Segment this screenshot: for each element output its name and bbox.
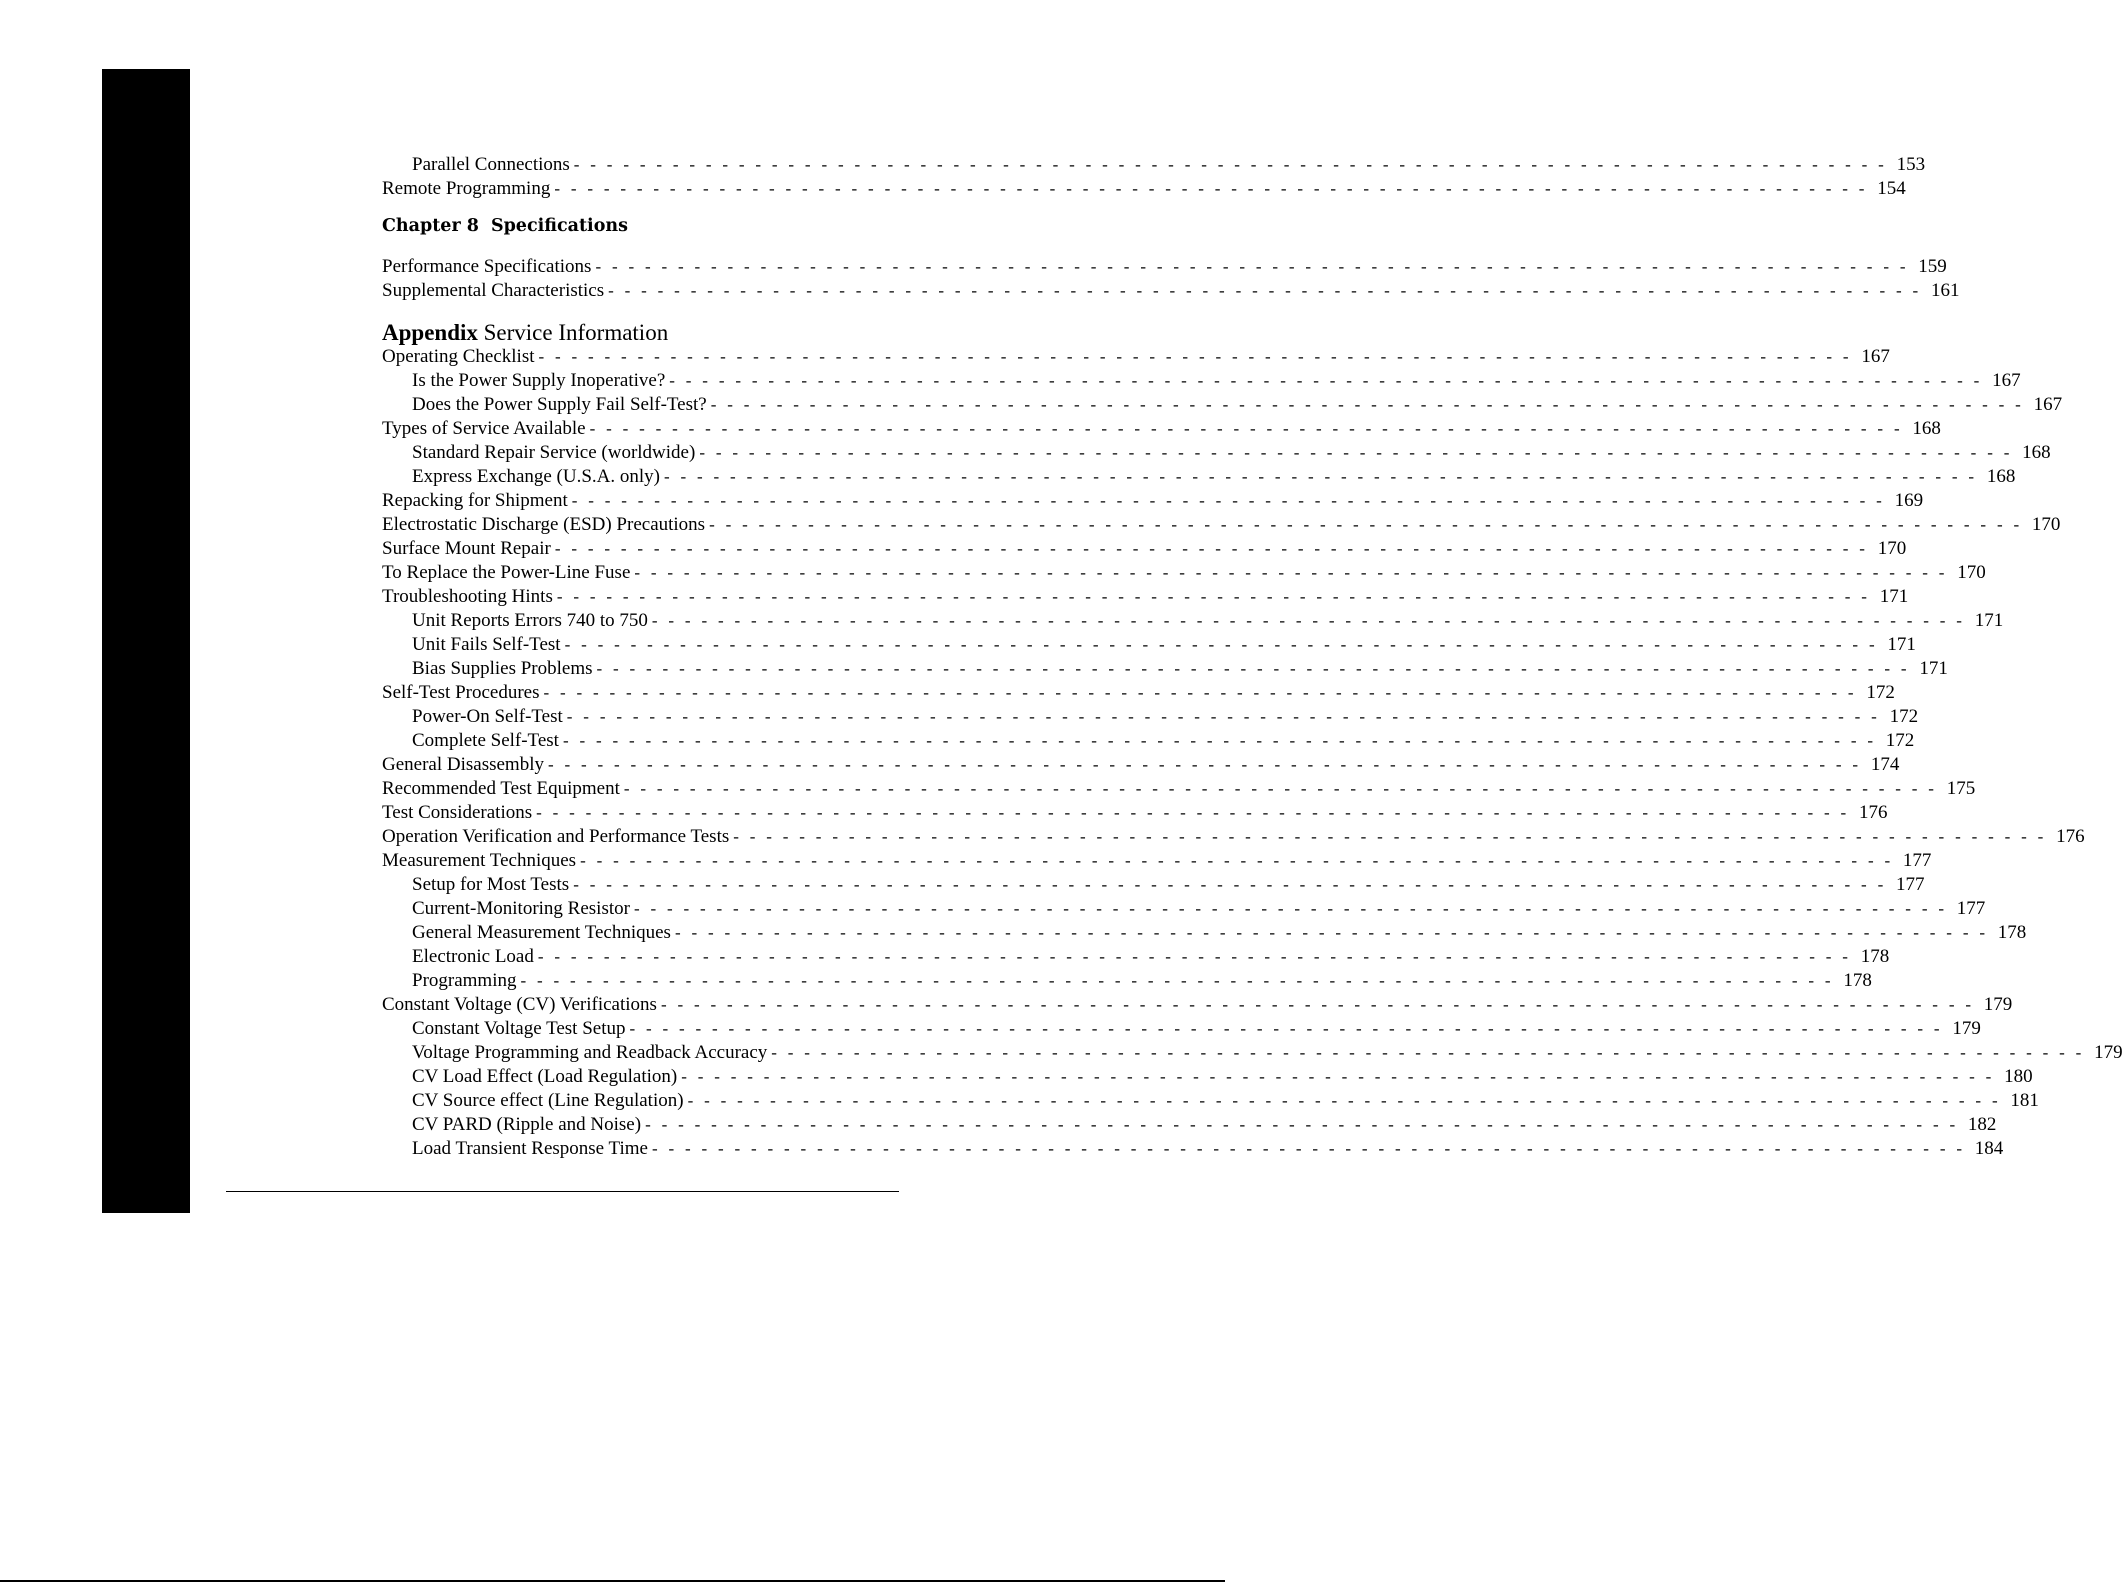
toc-entry-title: Voltage Programming and Readback Accuracy [412, 1042, 768, 1063]
toc-page-number: 154 [1877, 178, 1906, 199]
toc-page-number: 168 [1986, 466, 2016, 487]
dot-leader: - - - - - - - - - - - - - - - - - - - - - - - - - - - - - - - - - - - - - - - - - - - - - - - - - - - - - - - - - - - - - - - - - - - - - - - - - - - - - - - - [537, 947, 1852, 966]
toc-entry-title: CV Load Effect (Load Regulation) [412, 1066, 678, 1087]
toc-entry-title: Does the Power Supply Fail Self-Test? [412, 394, 707, 415]
toc-entry-title: Operating Checklist [382, 346, 535, 367]
toc-entry[interactable] [382, 1065, 2033, 1089]
toc-entry[interactable] [382, 561, 1986, 585]
dot-leader: - - - - - - - - - - - - - - - - - - - - - - - - - - - - - - - - - - - - - - - - - - - - - - - - - - - - - - - - - - - - - - - - - - - - - - - - - - - - - - - - [547, 755, 1862, 774]
toc-entry[interactable] [382, 945, 1890, 969]
toc-entry-title: Power-On Self-Test [412, 706, 563, 727]
dot-leader: - - - - - - - - - - - - - - - - - - - - - - - - - - - - - - - - - - - - - - - - - - - - - - - - - - - - - - - - - - - - - - - - - - - - - - - - - - - - - - - - [562, 731, 1877, 750]
dot-leader: - - - - - - - - - - - - - - - - - - - - - - - - - - - - - - - - - - - - - - - - - - - - - - - - - - - - - - - - - - - - - - - - - - - - - - - - - - - - - - - - [536, 803, 1850, 822]
toc-page-number: 171 [1879, 586, 1909, 607]
toc-entry[interactable] [382, 633, 1916, 657]
dot-leader: - - - - - - - - - - - - - - - - - - - - - - - - - - - - - - - - - - - - - - - - - - - - - - - - - - - - - - - - - - - - - - - - - - - - - - - - - - - - - - - - [573, 155, 1888, 174]
dot-leader: - - - - - - - - - - - - - - - - - - - - - - - - - - - - - - - - - - - - - - - - - - - - - - - - - - - - - - - - - - - - - - - - - - - - - - - - - - - - - - - - [733, 827, 2047, 846]
toc-page-number: 167 [1861, 346, 1890, 367]
dot-leader: - - - - - - - - - - - - - - - - - - - - - - - - - - - - - - - - - - - - - - - - - - - - - - - - - - - - - - - - - - - - - - - - - - - - - - - - - - - - - - - - [710, 395, 2025, 414]
dot-leader: - - - - - - - - - - - - - - - - - - - - - - - - - - - - - - - - - - - - - - - - - - - - - - - - - - - - - - - - - - - - - - - - - - - - - - - - - - - - - - - - [580, 851, 1894, 870]
dot-leader: - - - - - - - - - - - - - - - - - - - - - - - - - - - - - - - - - - - - - - - - - - - - - - - - - - - - - - - - - - - - - - - - - - - - - - - - - - - - - - - - [771, 1043, 2085, 1062]
toc-entry[interactable] [382, 153, 1926, 177]
toc-page-number: 175 [1946, 778, 1976, 799]
toc-page-number: 172 [1889, 706, 1919, 727]
toc-list-chapter-8 [382, 255, 1960, 303]
toc-entry[interactable] [382, 1089, 2039, 1113]
dot-leader: - - - - - - - - - - - - - - - - - - - - - - - - - - - - - - - - - - - - - - - - - - - - - - - - - - - - - - - - - - - - - - - - - - - - - - - - - - - - - - - - [573, 875, 1887, 894]
footer-rule [226, 1191, 899, 1192]
toc-entry-title: Electrostatic Discharge (ESD) Precautions [382, 514, 706, 535]
toc-entry-title: Operation Verification and Performance Tests [382, 826, 730, 847]
toc-page-number: 153 [1896, 154, 1926, 175]
toc-page-number: 168 [1912, 418, 1941, 439]
dot-leader: - - - - - - - - - - - - - - - - - - - - - - - - - - - - - - - - - - - - - - - - - - - - - - - - - - - - - - - - - - - - - - - - - - - - - - - - - - - - - - - - [554, 179, 1868, 198]
toc-entry-title: General Disassembly [382, 754, 544, 775]
toc-entry[interactable] [382, 897, 1986, 921]
toc-page-number: 159 [1918, 256, 1947, 277]
toc-page-number: 179 [1983, 994, 2013, 1015]
toc-entry[interactable] [382, 969, 1872, 993]
toc-entry[interactable] [382, 441, 2051, 465]
toc-entry[interactable] [382, 1017, 1981, 1041]
toc-entry-title: Bias Supplies Problems [412, 658, 593, 679]
toc-page-number: 167 [2033, 394, 2063, 415]
toc-page-number: 170 [1957, 562, 1986, 583]
dot-leader: - - - - - - - - - - - - - - - - - - - - - - - - - - - - - - - - - - - - - - - - - - - - - - - - - - - - - - - - - - - - - - - - - - - - - - - - - - - - - - - - [681, 1067, 1995, 1086]
dot-leader: - - - - - - - - - - - - - - - - - - - - - - - - - - - - - - - - - - - - - - - - - - - - - - - - - - - - - - - - - - - - - - - - - - - - - - - - - - - - - - - - [674, 923, 1989, 942]
toc-entry-title: Complete Self-Test [412, 730, 559, 751]
chapter-label: Chapter 8 [382, 216, 479, 236]
toc-entry[interactable] [382, 825, 2085, 849]
toc-entry-title: Self-Test Procedures [382, 682, 540, 703]
toc-entry[interactable] [382, 609, 2004, 633]
toc-entry[interactable] [382, 417, 1941, 441]
toc-entry[interactable] [382, 369, 2021, 393]
toc-entry[interactable] [382, 465, 2016, 489]
toc-entry[interactable] [382, 255, 1947, 279]
toc-page-number: 184 [1974, 1138, 2004, 1159]
toc-page-number: 177 [1896, 874, 1925, 895]
toc-entry-title: Programming [412, 970, 517, 991]
toc-entry-title: Supplemental Characteristics [382, 280, 605, 301]
toc-entry-title: Standard Repair Service (worldwide) [412, 442, 696, 463]
dot-leader: - - - - - - - - - - - - - - - - - - - - - - - - - - - - - - - - - - - - - - - - - - - - - - - - - - - - - - - - - - - - - - - - - - - - - - - - - - - - - - - - [645, 1115, 1959, 1134]
toc-entry-title: Current-Monitoring Resistor [412, 898, 630, 919]
toc-entry[interactable] [382, 849, 1932, 873]
toc-entry-title: Types of Service Available [382, 418, 586, 439]
dot-leader: - - - - - - - - - - - - - - - - - - - - - - - - - - - - - - - - - - - - - - - - - - - - - - - - - - - - - - - - - - - - - - - - - - - - - - - - - - - - - - - - [709, 515, 2023, 534]
toc-page-number: 171 [1887, 634, 1916, 655]
black-side-tab [102, 69, 190, 1213]
toc-page-number: 168 [2022, 442, 2051, 463]
toc-entry[interactable] [382, 777, 1976, 801]
toc-entry[interactable] [382, 1041, 2123, 1065]
toc-page-number: 176 [1858, 802, 1888, 823]
toc-list-continued [382, 153, 1926, 201]
toc-entry[interactable] [382, 393, 2063, 417]
toc-page-number: 170 [2031, 514, 2061, 535]
toc-entry[interactable] [382, 513, 2061, 537]
toc-page-number: 178 [1997, 922, 2027, 943]
toc-page-number: 178 [1860, 946, 1890, 967]
toc-entry[interactable] [382, 729, 1915, 753]
toc-entry-title: Surface Mount Repair [382, 538, 551, 559]
toc-entry-title: Is the Power Supply Inoperative? [412, 370, 666, 391]
toc-page-number: 167 [1992, 370, 2021, 391]
toc-entry-title: CV PARD (Ripple and Noise) [412, 1114, 642, 1135]
toc-entry-title: Remote Programming [382, 178, 551, 199]
dot-leader: - - - - - - - - - - - - - - - - - - - - - - - - - - - - - - - - - - - - - - - - - - - - - - - - - - - - - - - - - - - - - - - - - - - - - - - - - - - - - - - - [556, 587, 1871, 606]
toc-page-number: 181 [2010, 1090, 2039, 1111]
dot-leader: - - - - - - - - - - - - - - - - - - - - - - - - - - - - - - - - - - - - - - - - - - - - - - - - - - - - - - - - - - - - - - - - - - - - - - - - - - - - - - - - [571, 491, 1886, 510]
toc-entry-title: Constant Voltage Test Setup [412, 1018, 626, 1039]
appendix-heading[interactable] [382, 318, 668, 348]
toc-entry-title: Load Transient Response Time [412, 1138, 648, 1159]
dot-leader: - - - - - - - - - - - - - - - - - - - - - - - - - - - - - - - - - - - - - - - - - - - - - - - - - - - - - - - - - - - - - - - - - - - - - - - - - - - - - - - - [664, 467, 1978, 486]
toc-page-number: 174 [1870, 754, 1900, 775]
toc-entry-title: Unit Reports Errors 740 to 750 [412, 610, 648, 631]
chapter-title: Specifications [490, 216, 628, 236]
appendix-title: Service Information [483, 320, 669, 345]
toc-page-number: 172 [1885, 730, 1915, 751]
toc-entry-title: To Replace the Power-Line Fuse [382, 562, 631, 583]
toc-page-number: 169 [1894, 490, 1924, 511]
dot-leader: - - - - - - - - - - - - - - - - - - - - - - - - - - - - - - - - - - - - - - - - - - - - - - - - - - - - - - - - - - - - - - - - - - - - - - - - - - - - - - - - [596, 659, 1910, 678]
toc-entry-title: General Measurement Techniques [412, 922, 671, 943]
toc-entry[interactable] [382, 873, 1925, 897]
toc-entry-title: Measurement Techniques [382, 850, 577, 871]
toc-entry-title: Electronic Load [412, 946, 534, 967]
toc-page-number: 180 [2004, 1066, 2033, 1087]
dot-leader: - - - - - - - - - - - - - - - - - - - - - - - - - - - - - - - - - - - - - - - - - - - - - - - - - - - - - - - - - - - - - - - - - - - - - - - - - - - - - - - - [589, 419, 1903, 438]
toc-entry[interactable] [382, 1137, 2004, 1161]
toc-page-number: 179 [2094, 1042, 2123, 1063]
toc-entry-title: Performance Specifications [382, 256, 592, 277]
toc-entry-title: Parallel Connections [412, 154, 570, 175]
dot-leader: - - - - - - - - - - - - - - - - - - - - - - - - - - - - - - - - - - - - - - - - - - - - - - - - - - - - - - - - - - - - - - - - - - - - - - - - - - - - - - - - [651, 611, 1966, 630]
dot-leader: - - - - - - - - - - - - - - - - - - - - - - - - - - - - - - - - - - - - - - - - - - - - - - - - - - - - - - - - - - - - - - - - - - - - - - - - - - - - - - - - [651, 1139, 1966, 1158]
toc-page-number: 170 [1877, 538, 1907, 559]
dot-leader: - - - - - - - - - - - - - - - - - - - - - - - - - - - - - - - - - - - - - - - - - - - - - - - - - - - - - - - - - - - - - - - - - - - - - - - - - - - - - - - - [699, 443, 2013, 462]
toc-entry-title: Recommended Test Equipment [382, 778, 620, 799]
dot-leader: - - - - - - - - - - - - - - - - - - - - - - - - - - - - - - - - - - - - - - - - - - - - - - - - - - - - - - - - - - - - - - - - - - - - - - - - - - - - - - - - [633, 899, 1948, 918]
toc-page-number: 178 [1843, 970, 1872, 991]
dot-leader: - - - - - - - - - - - - - - - - - - - - - - - - - - - - - - - - - - - - - - - - - - - - - - - - - - - - - - - - - - - - - - - - - - - - - - - - - - - - - - - - [629, 1019, 1943, 1038]
toc-entry[interactable] [382, 279, 1960, 303]
toc-page-number: 161 [1930, 280, 1960, 301]
toc-entry[interactable] [382, 657, 1948, 681]
dot-leader: - - - - - - - - - - - - - - - - - - - - - - - - - - - - - - - - - - - - - - - - - - - - - - - - - - - - - - - - - - - - - - - - - - - - - - - - - - - - - - - - [669, 371, 1983, 390]
toc-entry[interactable] [382, 177, 1906, 201]
toc-entry-title: CV Source effect (Line Regulation) [412, 1090, 684, 1111]
dot-leader: - - - - - - - - - - - - - - - - - - - - - - - - - - - - - - - - - - - - - - - - - - - - - - - - - - - - - - - - - - - - - - - - - - - - - - - - - - - - - - - - [660, 995, 1975, 1014]
toc-page-number: 177 [1956, 898, 1986, 919]
chapter-heading[interactable] [382, 215, 628, 237]
toc-entry[interactable] [382, 489, 1924, 513]
dot-leader: - - - - - - - - - - - - - - - - - - - - - - - - - - - - - - - - - - - - - - - - - - - - - - - - - - - - - - - - - - - - - - - - - - - - - - - - - - - - - - - - [608, 281, 1922, 300]
toc-entry[interactable] [382, 681, 1895, 705]
toc-page-number: 171 [1919, 658, 1948, 679]
toc-page-number: 182 [1967, 1114, 1997, 1135]
toc-entry-title: Unit Fails Self-Test [412, 634, 561, 655]
toc-page-number: 171 [1974, 610, 2004, 631]
dot-leader: - - - - - - - - - - - - - - - - - - - - - - - - - - - - - - - - - - - - - - - - - - - - - - - - - - - - - - - - - - - - - - - - - - - - - - - - - - - - - - - - [566, 707, 1881, 726]
toc-page-number: 177 [1902, 850, 1932, 871]
dot-leader: - - - - - - - - - - - - - - - - - - - - - - - - - - - - - - - - - - - - - - - - - - - - - - - - - - - - - - - - - - - - - - - - - - - - - - - - - - - - - - - - [623, 779, 1938, 798]
dot-leader: - - - - - - - - - - - - - - - - - - - - - - - - - - - - - - - - - - - - - - - - - - - - - - - - - - - - - - - - - - - - - - - - - - - - - - - - - - - - - - - - [634, 563, 1948, 582]
toc-page-number: 176 [2056, 826, 2085, 847]
dot-leader: - - - - - - - - - - - - - - - - - - - - - - - - - - - - - - - - - - - - - - - - - - - - - - - - - - - - - - - - - - - - - - - - - - - - - - - - - - - - - - - - [543, 683, 1857, 702]
toc-entry[interactable] [382, 1113, 1997, 1137]
toc-entry-title: Repacking for Shipment [382, 490, 568, 511]
toc-entry[interactable] [382, 921, 2027, 945]
toc-entry[interactable] [382, 993, 2013, 1017]
toc-page-number: 179 [1952, 1018, 1981, 1039]
toc-entry[interactable] [382, 753, 1900, 777]
toc-entry[interactable] [382, 537, 1907, 561]
toc-entry[interactable] [382, 345, 1890, 369]
dot-leader: - - - - - - - - - - - - - - - - - - - - - - - - - - - - - - - - - - - - - - - - - - - - - - - - - - - - - - - - - - - - - - - - - - - - - - - - - - - - - - - - [687, 1091, 2001, 1110]
toc-entry[interactable] [382, 705, 1919, 729]
dot-leader: - - - - - - - - - - - - - - - - - - - - - - - - - - - - - - - - - - - - - - - - - - - - - - - - - - - - - - - - - - - - - - - - - - - - - - - - - - - - - - - - [595, 257, 1909, 276]
appendix-label: Appendix [382, 320, 478, 345]
toc-page-number: 172 [1866, 682, 1895, 703]
toc-entry-title: Test Considerations [382, 802, 533, 823]
toc-entry-title: Constant Voltage (CV) Verifications [382, 994, 657, 1015]
toc-list-appendix [382, 345, 2123, 1161]
toc-entry[interactable] [382, 801, 1888, 825]
dot-leader: - - - - - - - - - - - - - - - - - - - - - - - - - - - - - - - - - - - - - - - - - - - - - - - - - - - - - - - - - - - - - - - - - - - - - - - - - - - - - - - - [520, 971, 1834, 990]
dot-leader: - - - - - - - - - - - - - - - - - - - - - - - - - - - - - - - - - - - - - - - - - - - - - - - - - - - - - - - - - - - - - - - - - - - - - - - - - - - - - - - - [564, 635, 1878, 654]
toc-entry-title: Troubleshooting Hints [382, 586, 553, 607]
toc-entry-title: Express Exchange (U.S.A. only) [412, 466, 661, 487]
dot-leader: - - - - - - - - - - - - - - - - - - - - - - - - - - - - - - - - - - - - - - - - - - - - - - - - - - - - - - - - - - - - - - - - - - - - - - - - - - - - - - - - [554, 539, 1869, 558]
dot-leader: - - - - - - - - - - - - - - - - - - - - - - - - - - - - - - - - - - - - - - - - - - - - - - - - - - - - - - - - - - - - - - - - - - - - - - - - - - - - - - - - [538, 347, 1852, 366]
page-bottom-edge [0, 1580, 1225, 1582]
toc-entry[interactable] [382, 585, 1909, 609]
toc-entry-title: Setup for Most Tests [412, 874, 570, 895]
